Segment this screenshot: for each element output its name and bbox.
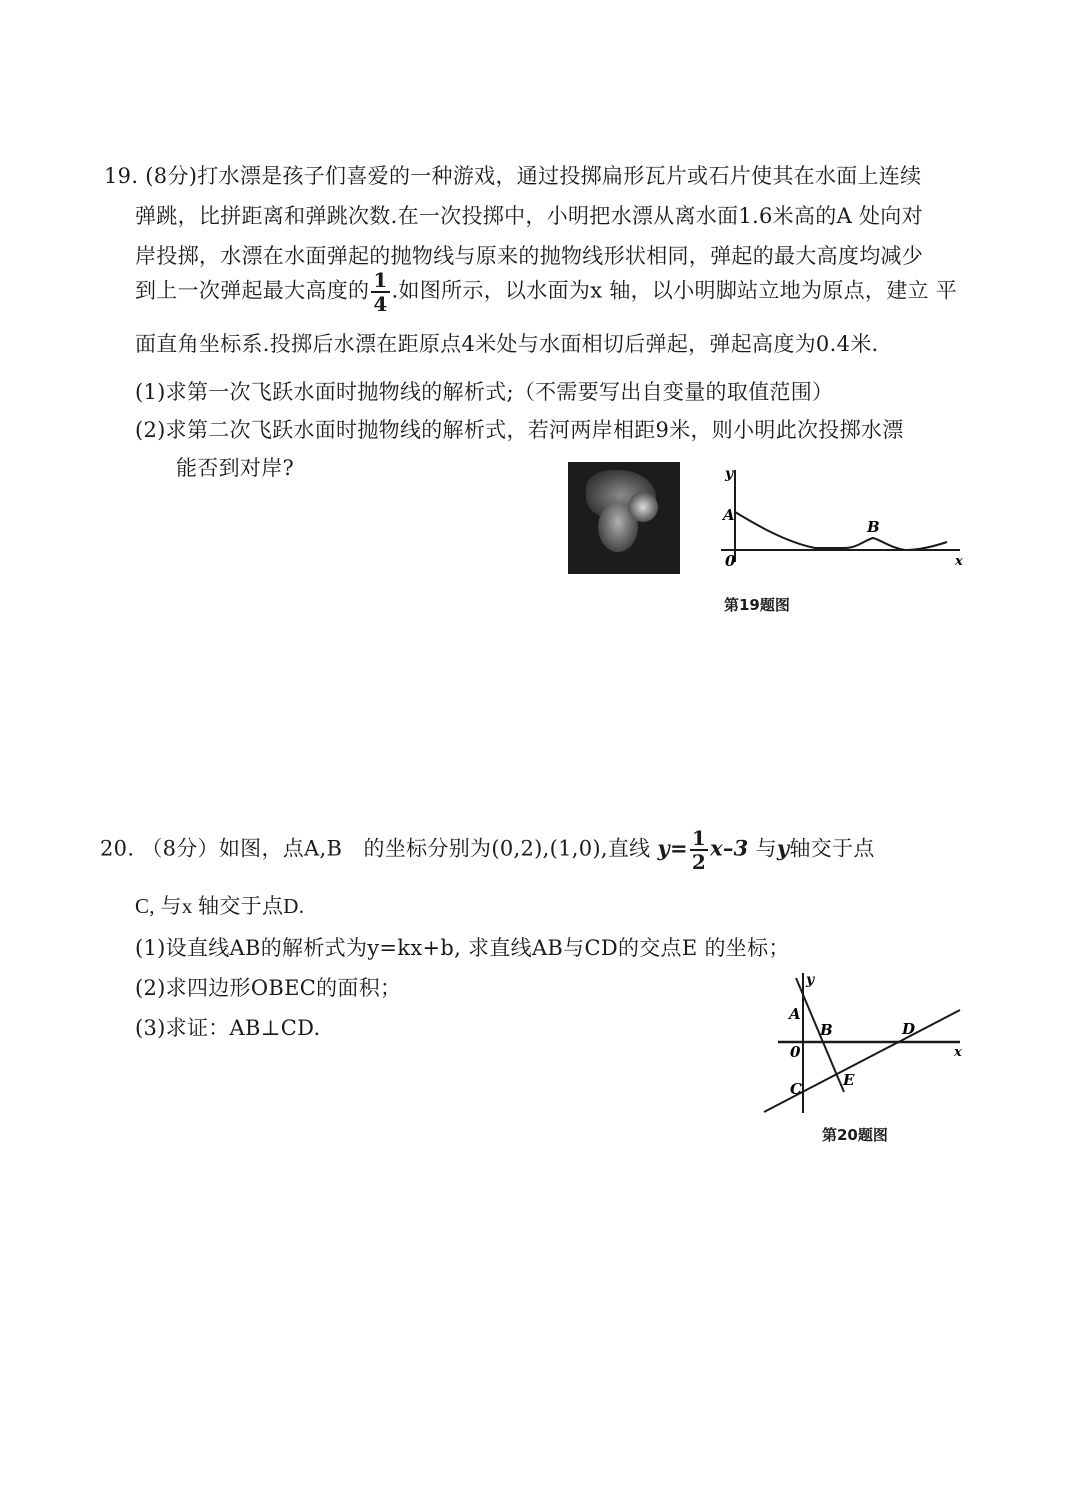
q19-line4-post: .如图所示，以水面为x 轴，以小明脚站立地为原点，建立 平 <box>391 278 958 303</box>
q20-label-A: A <box>789 1005 801 1023</box>
q19-caption: 第19题图 <box>724 596 790 614</box>
q20-eq-y: y= <box>657 835 688 861</box>
q19-line5: 面直角坐标系.投掷后水漂在距原点4米处与水面相切后弹起，弹起高度为0.4米. <box>135 332 879 356</box>
q20-label-y: y <box>806 972 815 988</box>
q20-part1: (1)设直线AB的解析式为y=kx+b, 求直线AB与CD的交点E 的坐标； <box>135 936 790 960</box>
q19-frac-den: 4 <box>373 292 388 316</box>
q19-label-x: x <box>955 554 963 569</box>
q19-frac-num: 1 <box>373 268 388 292</box>
q20-line1-end: 轴交于点 <box>789 836 875 861</box>
q19-photo <box>568 462 680 574</box>
q19-fraction <box>371 270 389 314</box>
q20-line1-y: y <box>776 835 790 861</box>
q19-curve <box>735 512 947 550</box>
q20-label-C: C <box>790 1080 802 1098</box>
q20-fraction <box>690 828 708 872</box>
q20-line1 <box>100 828 875 872</box>
q20-line1-post: 与 <box>755 836 777 861</box>
q19-line1 <box>104 160 921 190</box>
q20-line1-pre: （8分）如图，点A,B 的坐标分别为(0,2),(1,0),直线 <box>141 836 651 861</box>
q19-part2b: 能否到对岸? <box>176 456 295 480</box>
q19-line4-pre: 到上一次弹起最大高度的 <box>135 278 370 303</box>
q19-line3: 岸投掷，水漂在水面弹起的抛物线与原来的抛物线形状相同，弹起的最大高度均减少 <box>135 244 924 268</box>
q20-label-D: D <box>902 1020 916 1038</box>
q19-part2: (2)求第二次飞跃水面时抛物线的解析式，若河两岸相距9米，则小明此次投掷水漂 <box>135 418 904 442</box>
q20-frac-den: 2 <box>691 850 707 874</box>
q19-part1: (1)求第一次飞跃水面时抛物线的解析式;（不需要写出自变量的取值范围） <box>135 380 834 404</box>
q19-line4 <box>135 270 957 314</box>
q20-label-B: B <box>820 1021 833 1039</box>
q20-label-O: 0 <box>790 1043 801 1061</box>
q20-part3: (3)求证：AB⊥CD. <box>135 1016 321 1040</box>
q20-label-x: x <box>954 1045 962 1060</box>
q19-label-B: B <box>867 518 880 536</box>
q19-line2: 弹跳，比拼距离和弹跳次数.在一次投掷中，小明把水漂从离水面1.6米高的A 处向对 <box>135 204 923 228</box>
q19-label-A: A <box>723 506 735 524</box>
q20-number: 20. <box>100 836 135 861</box>
q20-graph <box>760 968 970 1118</box>
q19-label-y: y <box>725 466 734 482</box>
photo-highlight <box>628 492 658 522</box>
q19-number: 19. <box>104 164 139 188</box>
q20-part2: (2)求四边形OBEC的面积； <box>135 976 402 1000</box>
q19-text-1: (8分)打水漂是孩子们喜爱的一种游戏，通过投掷扁形瓦片或石片使其在水面上连续 <box>145 164 922 188</box>
q20-eq-rest: x–3 <box>710 835 749 861</box>
q20-caption: 第20题图 <box>822 1126 888 1144</box>
q19-graph <box>715 462 970 572</box>
q19-label-O: 0 <box>725 552 736 570</box>
q20-frac-num: 1 <box>691 826 707 850</box>
q20-label-E: E <box>843 1071 855 1089</box>
q20-line2: C, 与x 轴交于点D. <box>135 894 305 918</box>
